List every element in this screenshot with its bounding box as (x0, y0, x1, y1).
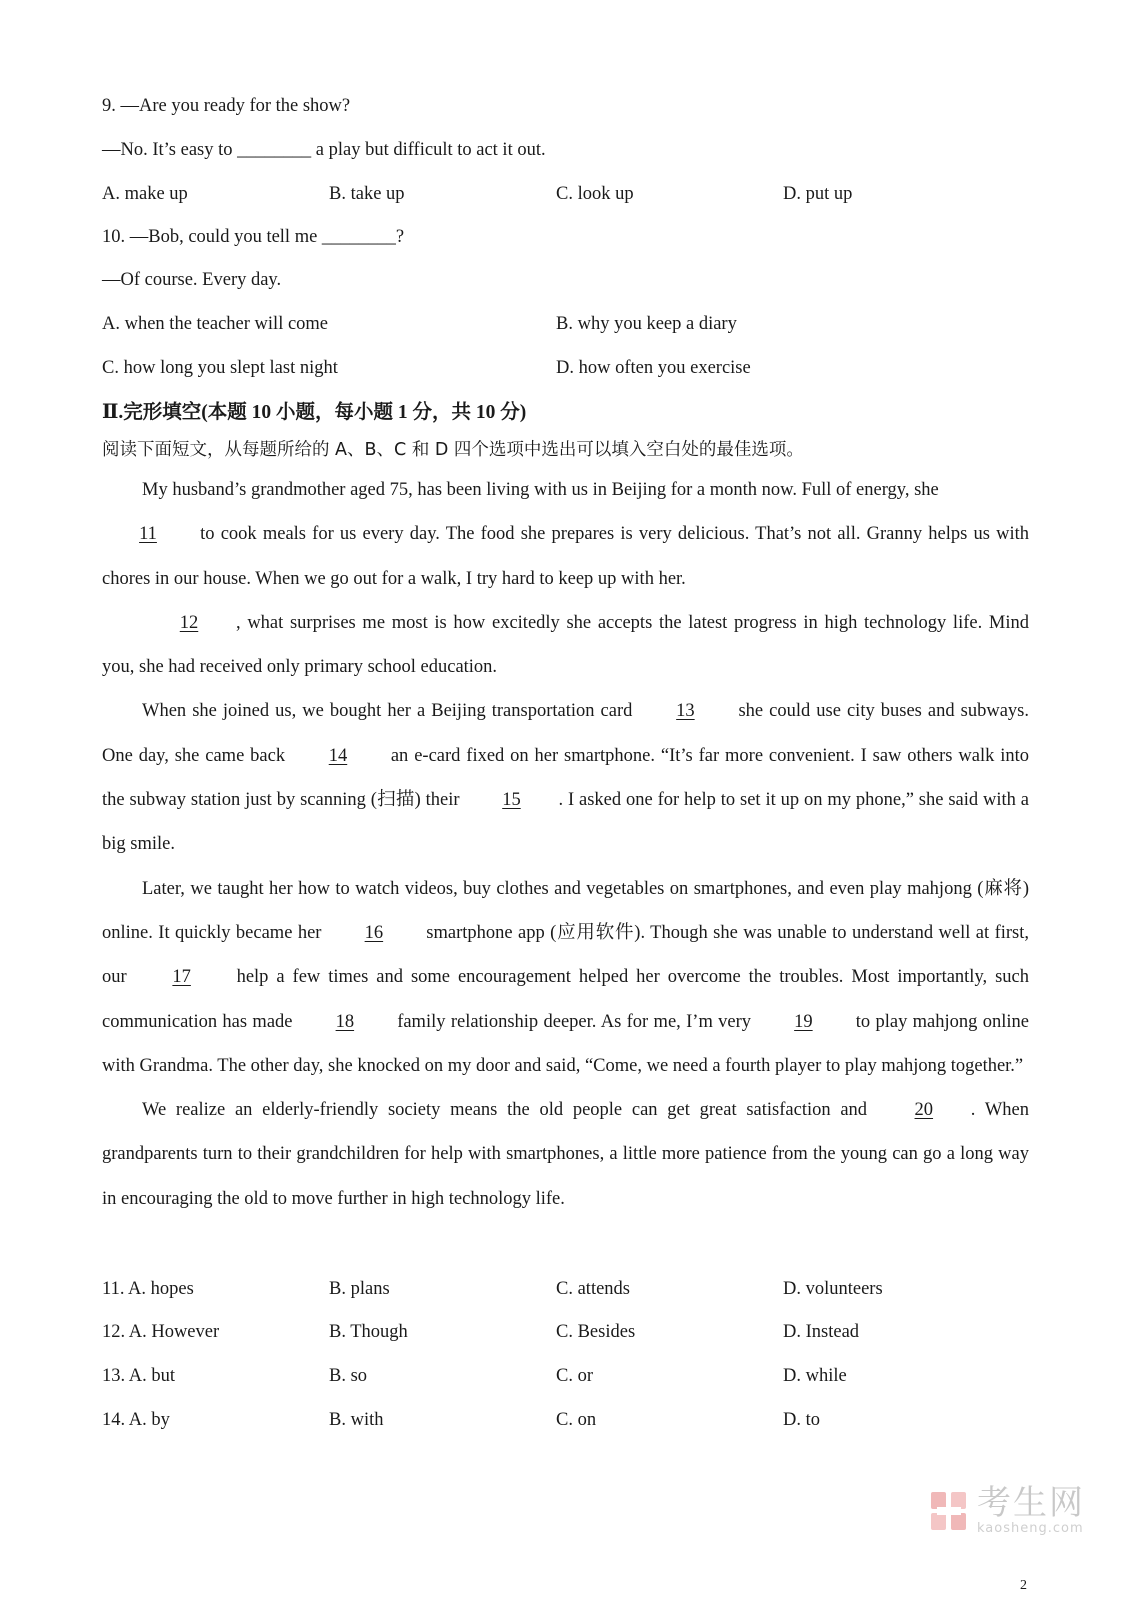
q9-option-c: C. look up (556, 184, 634, 204)
blank-16: 16 (364, 922, 384, 943)
q12-option-b: B. Though (329, 1322, 408, 1342)
page-number: 2 (1020, 1578, 1027, 1593)
blank-20: 20 (914, 1100, 934, 1121)
q13-option-a: 13. A. but (102, 1366, 175, 1386)
blank-13: 13 (676, 701, 695, 722)
watermark (929, 1483, 1085, 1536)
blank-14: 14 (328, 745, 348, 766)
q12-option-d: D. Instead (783, 1322, 860, 1342)
q10-option-c: C. how long you slept last night (102, 358, 338, 378)
blank-11: 11 (139, 524, 157, 545)
blank-17: 17 (172, 967, 191, 988)
q13-option-c: C. or (556, 1366, 593, 1386)
watermark-url: kaosheng.com (977, 1521, 1084, 1536)
q13-option-b: B. so (329, 1366, 368, 1386)
q9-reply: —No. It’s easy to ________ a play but difficult to act it out. (102, 140, 546, 160)
passage-text: family relationship deeper. As for me, I’m very (391, 1011, 757, 1032)
section-title: Ⅱ.完形填空(本题 10 小题，每小题 1 分，共 10 分) (102, 402, 527, 423)
blank-12: 12 (179, 612, 199, 633)
watermark-brand: 考生网 (977, 1483, 1085, 1523)
passage-text: smartphone app (应用软件). Though she was unable to understand well at first, our (102, 922, 1030, 988)
passage-text: help a few times and some encouragement helped her overcome the troubles. Most importantly, such communication has made (102, 967, 1029, 1032)
passage (102, 468, 1029, 1221)
q12-option-c: C. Besides (556, 1322, 636, 1342)
q12-option-a: 12. A. However (102, 1322, 220, 1342)
q9-option-a: A. make up (102, 184, 188, 204)
q14-option-c: C. on (556, 1410, 597, 1430)
q14-option-d: D. to (783, 1410, 820, 1430)
kaosheng-logo-icon (929, 1488, 969, 1534)
q11-option-a: 11. A. hopes (102, 1279, 194, 1299)
q11-option-d: D. volunteers (783, 1279, 883, 1299)
q9-stem: 9. —Are you ready for the show? (102, 96, 351, 116)
q13-option-d: D. while (783, 1366, 847, 1386)
q10-option-b: B. why you keep a diary (556, 314, 737, 334)
section-instruction: 阅读下面短文，从每题所给的 A、B、C 和 D 四个选项中选出可以填入空白处的最佳选项。 (102, 440, 804, 460)
q9-option-d: D. put up (783, 184, 853, 204)
q11-option-b: B. plans (329, 1279, 390, 1299)
q11-option-c: C. attends (556, 1279, 630, 1299)
q9-option-b: B. take up (329, 184, 405, 204)
q10-option-a: A. when the teacher will come (102, 314, 329, 334)
q10-option-d: D. how often you exercise (556, 358, 751, 378)
q10-stem: 10. —Bob, could you tell me ________? (102, 227, 405, 247)
passage-text: When she joined us, we bought her a Beijing transportation card (142, 701, 639, 722)
passage-text: she could use city buses and subways. One day, she came back (102, 701, 1029, 766)
blank-18: 18 (335, 1011, 355, 1032)
blank-19: 19 (794, 1011, 813, 1032)
passage-text: to play mahjong online with Grandma. The other day, she knocked on my door and said, “Come, we need a fourth player to play mahjong together.” (102, 1011, 1029, 1076)
q14-option-b: B. with (329, 1410, 384, 1430)
passage-text: , what surprises me most is how excitedly she accepts the latest progress in high technology life. Mind you, she had received only primary school education. (102, 612, 1029, 678)
q10-reply: —Of course. Every day. (102, 270, 282, 290)
passage-text: to cook meals for us every day. The food she prepares is very delicious. That’s not all. Granny helps us with chores in our house. When we go out for a walk, I try hard to keep up with her. (102, 524, 1029, 589)
passage-text: We realize an elderly-friendly society means the old people can get great satisfaction and (142, 1100, 877, 1121)
passage-text: . I asked one for help to set it up on my phone,” she said with a big smile. (102, 790, 1030, 855)
passage-text: . When grandparents turn to their grandchildren for help with smartphones, a little more patience from the young can go a long way in encouraging the old to move further in high technology life. (102, 1100, 1029, 1209)
passage-text: an e-card fixed on her smartphone. “It’s far more convenient. I saw others walk into the subway station just by scanning (扫描) their (102, 745, 1029, 811)
blank-15: 15 (502, 790, 521, 811)
passage-text: My husband’s grandmother aged 75, has been living with us in Beijing for a month now. Full of energy, she (142, 480, 939, 500)
q14-option-a: 14. A. by (102, 1410, 170, 1430)
passage-text: Later, we taught her how to watch videos, buy clothes and vegetables on smartphones, and even play mahjong (麻将) online. It quickly became her (102, 878, 1029, 943)
